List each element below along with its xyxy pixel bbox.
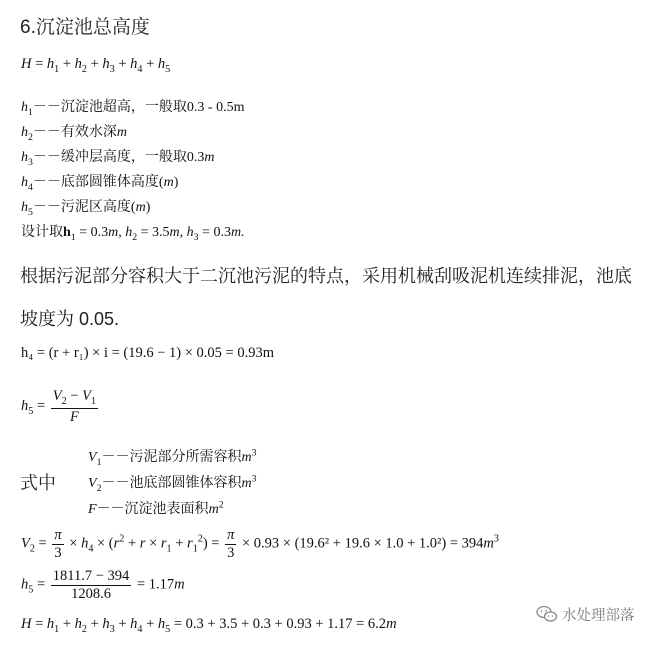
formula-h4: h₄ = (r + r₁) × i = (19.6 − 1) × 0.05 = 0.93m	[21, 345, 275, 361]
formula-h5-definition: $h_5$ = $\frac{V_2 - V_1}{F}$	[21, 388, 97, 425]
where-def-v1: $V_1--$污泥部分所需容积$m^3$	[88, 447, 257, 468]
def-h3: $h_3--$缓冲层高度，一般取0.3m	[21, 150, 215, 168]
where-def-f: F－－沉淀池表面积$m^2$	[88, 499, 224, 517]
formula-total-result: $H = h_1 + h_2 + h_3 + h_4 + h_5 = 0.3 + 3.5 + 0.3 + 0.93 + 1.17 = 6.2m$	[21, 616, 397, 635]
formula-total-height: $H = h_1 + h_2 + h_3 + h_4 + h_5$	[21, 56, 171, 75]
where-def-v2: $V_2--$池底部圆锥体容积$m^3$	[88, 473, 257, 494]
def-h5: $h_5--$污泥区高度(m)	[21, 200, 151, 218]
design-values: 设计取$h_1 = 0.3m$, $h_2 = 3.5m$, $h_3 = 0.3m$.	[21, 225, 245, 243]
formula-v2: $V_2$ = $\frac{\pi}{3}$ × $h_4 \times (r^2 + r \times r_1 + r_1^2)$ = $\frac{\pi}{3}$ × $0.93 \times (19.6^2 + 19.6 \times 1.0 + 1.0^2) = 394m^3$	[21, 527, 499, 561]
paragraph-line-1: 根据污泥部分容积大于二沉池污泥的特点，采用机械刮吸泥机连续排泥，池底	[20, 266, 632, 286]
watermark: 水处理部落	[536, 604, 635, 627]
formula-h5-value: $h_5$ = $\frac{1811.7 - 394}{1208.6}$ = 1.17m	[21, 568, 185, 602]
paragraph-line-2: 坡度为 0.05.	[20, 309, 120, 329]
wechat-icon	[536, 605, 558, 627]
where-label: 式中	[20, 473, 56, 493]
def-h4: $h_4--$底部圆锥体高度(m)	[21, 175, 179, 193]
def-h2: $h_2--$有效水深m	[21, 125, 128, 143]
section-title: 6.沉淀池总高度	[20, 17, 150, 38]
def-h1: $h_1--$沉淀池超高，一般取0.3 - 0.5m	[21, 100, 245, 118]
